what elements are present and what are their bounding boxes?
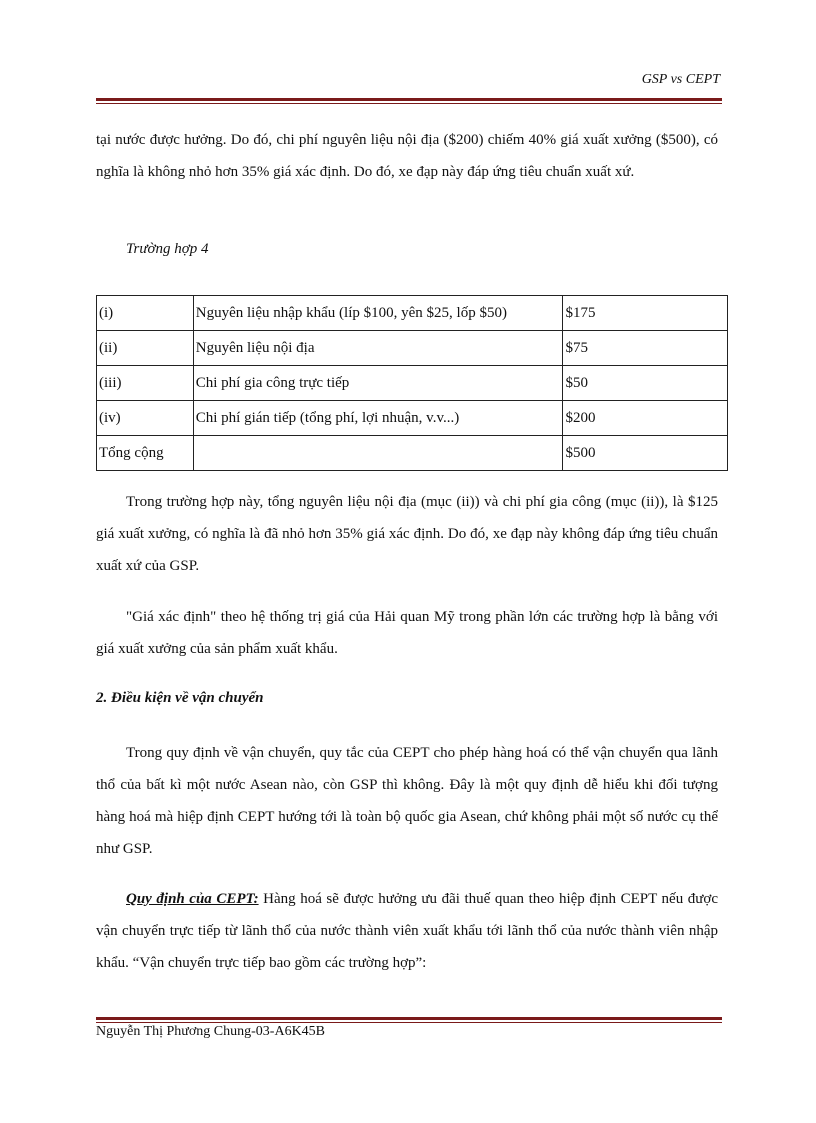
header-rule [96, 98, 722, 104]
cell-item: Tổng cộng [97, 436, 194, 471]
cell-amount: $500 [563, 436, 728, 471]
cept-rule-text: Hàng hoá sẽ được hưởng ưu đãi thuế quan theo hiệp định CEPT nếu được vận chuyển trực tiếp từ lãnh thổ của nước thành viên xuất khẩu tới lãnh thổ của nước thành viên nhập khẩu. “Vận chuyển trực tiếp bao gồm các trường hợp”: [96, 891, 718, 971]
table-row [97, 296, 728, 331]
paragraph-5-block [96, 883, 718, 979]
paragraph-3-block [96, 601, 718, 665]
cell-desc [193, 436, 563, 471]
cell-item: (iv) [97, 401, 194, 436]
cell-desc: Nguyên liệu nội địa [193, 331, 563, 366]
table-row [97, 401, 728, 436]
cell-desc: Chi phí gián tiếp (tổng phí, lợi nhuận, v.v...) [193, 401, 563, 436]
cell-item: (iii) [97, 366, 194, 401]
paragraph-3: "Giá xác định" theo hệ thống trị giá của Hải quan Mỹ trong phần lớn các trường hợp là bằng với giá xuất xưởng của sản phẩm xuất khẩu. [96, 609, 718, 657]
paragraph-2-block [96, 486, 718, 582]
case-title: Trường hợp 4 [126, 241, 209, 257]
cell-amount: $75 [563, 331, 728, 366]
cell-amount: $200 [563, 401, 728, 436]
table-row [97, 331, 728, 366]
cost-table [96, 295, 728, 471]
paragraph-5 [96, 883, 718, 979]
header-title: GSP vs CEPT [641, 72, 720, 87]
cell-item: (i) [97, 296, 194, 331]
footer-rule [96, 1017, 722, 1023]
cell-desc: Chi phí gia công trực tiếp [193, 366, 563, 401]
cept-rule-label: Quy định của CEPT: [126, 891, 259, 907]
paragraph-1: tại nước được hưởng. Do đó, chi phí nguyên liệu nội địa ($200) chiếm 40% giá xuất xưởng ($500), có nghĩa là không nhỏ hơn 35% giá xác định. Do đó, xe đạp này đáp ứng tiêu chuẩn xuất xứ. [96, 132, 718, 180]
paragraph-4: Trong quy định về vận chuyển, quy tắc của CEPT cho phép hàng hoá có thể vận chuyển qua lãnh thổ của bất kì một nước Asean nào, còn GSP thì không. Đây là một quy định dễ hiểu khi đối tượng hàng hoá mà hiệp định CEPT hướng tới là toàn bộ quốc gia Asean, chứ không phải một số nước cụ thể như GSP. [96, 745, 718, 857]
paragraph-1-block [96, 124, 718, 188]
footer-author: Nguyễn Thị Phương Chung-03-A6K45B [96, 1024, 326, 1039]
section-heading: 2. Điều kiện về vận chuyển [96, 690, 264, 706]
table-row-total [97, 436, 728, 471]
table-row [97, 366, 728, 401]
paragraph-2: Trong trường hợp này, tổng nguyên liệu nội địa (mục (ii)) và chi phí gia công (mục (ii)), là $125 giá xuất xưởng, có nghĩa là đã nhỏ hơn 35% giá xác định. Do đó, xe đạp này không đáp ứng tiêu chuẩn xuất xứ của GSP. [96, 494, 718, 574]
cell-item: (ii) [97, 331, 194, 366]
paragraph-4-block [96, 737, 718, 865]
cell-amount: $175 [563, 296, 728, 331]
cell-amount: $50 [563, 366, 728, 401]
cell-desc: Nguyên liệu nhập khẩu (líp $100, yên $25, lốp $50) [193, 296, 563, 331]
